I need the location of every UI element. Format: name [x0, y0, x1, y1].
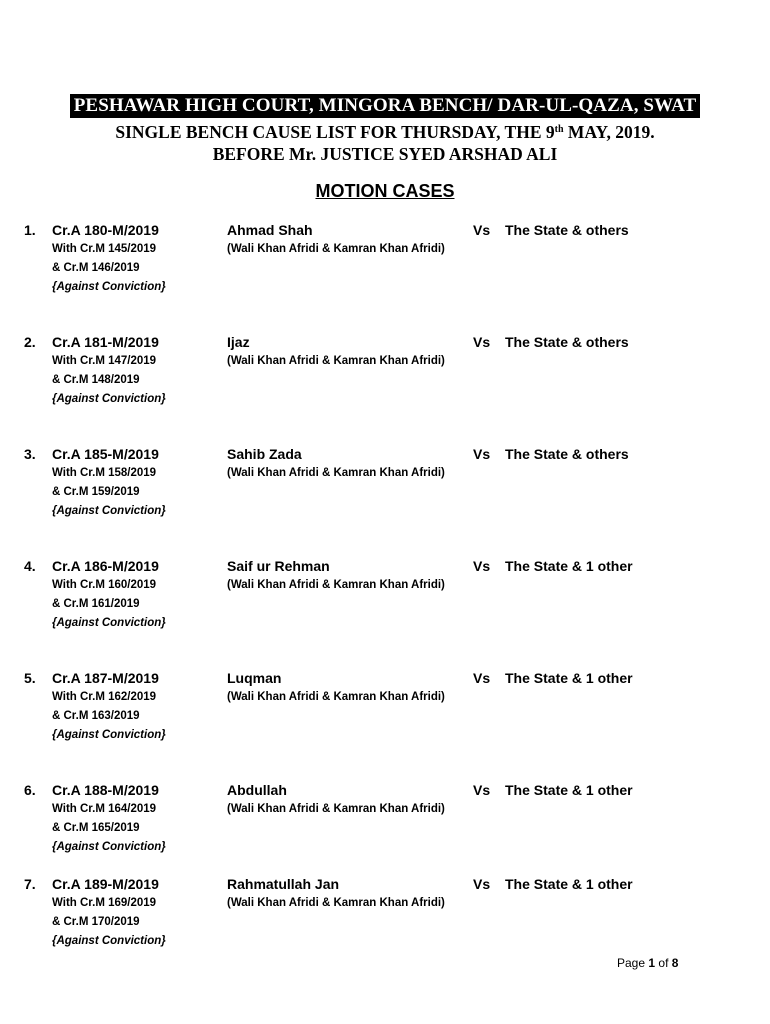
section-title: MOTION CASES	[315, 181, 455, 201]
page-label: Page	[617, 956, 646, 970]
case-no: Cr.A 189-M/2019	[52, 876, 159, 892]
petitioner-name: Ijaz	[227, 334, 250, 350]
case-entry	[0, 333, 770, 423]
respondent-name: The State & others	[505, 222, 629, 238]
connected-case-1: With Cr.M 164/2019	[52, 803, 157, 815]
versus-label: Vs	[473, 782, 491, 798]
respondent-name: The State & others	[505, 446, 629, 462]
petitioner-name: Ahmad Shah	[227, 222, 313, 238]
case-entry	[0, 221, 770, 311]
page-current: 1	[648, 956, 656, 970]
case-number: 2.	[24, 334, 36, 350]
case-entry	[0, 875, 770, 965]
case-number: 3.	[24, 446, 36, 462]
cause-list-prefix: SINGLE BENCH CAUSE LIST FOR THURSDAY, THE 9	[115, 122, 555, 142]
connected-case-2: & Cr.M 165/2019	[52, 822, 140, 834]
versus-label: Vs	[473, 876, 491, 892]
connected-case-1: With Cr.M 145/2019	[52, 243, 157, 255]
petitioner-name: Rahmatullah Jan	[227, 876, 340, 892]
respondent-name: The State & 1 other	[505, 558, 633, 574]
connected-case-2: & Cr.M 146/2019	[52, 262, 140, 274]
case-entry	[0, 445, 770, 535]
connected-case-2: & Cr.M 170/2019	[52, 916, 140, 928]
case-nature: {Against Conviction}	[52, 281, 166, 293]
cause-list-title	[0, 119, 770, 143]
versus-label: Vs	[473, 558, 491, 574]
connected-case-2: & Cr.M 161/2019	[52, 598, 140, 610]
connected-case-2: & Cr.M 148/2019	[52, 374, 140, 386]
versus-label: Vs	[473, 334, 491, 350]
cause-list-sup: th	[554, 124, 564, 135]
petitioner-name: Saif ur Rehman	[227, 558, 330, 574]
case-number: 6.	[24, 782, 36, 798]
connected-case-1: With Cr.M 169/2019	[52, 897, 157, 909]
case-number: 7.	[24, 876, 36, 892]
case-no: Cr.A 185-M/2019	[52, 446, 159, 462]
connected-case-1: With Cr.M 147/2019	[52, 355, 157, 367]
case-nature: {Against Conviction}	[52, 617, 166, 629]
versus-label: Vs	[473, 222, 491, 238]
petitioner-name: Luqman	[227, 670, 282, 686]
case-number: 4.	[24, 558, 36, 574]
case-number: 5.	[24, 670, 36, 686]
advocates: (Wali Khan Afridi & Kamran Khan Afridi)	[227, 803, 445, 815]
connected-case-1: With Cr.M 160/2019	[52, 579, 157, 591]
court-title: PESHAWAR HIGH COURT, MINGORA BENCH/ DAR-UL-QAZA, SWAT	[70, 94, 701, 118]
case-no: Cr.A 188-M/2019	[52, 782, 159, 798]
advocates: (Wali Khan Afridi & Kamran Khan Afridi)	[227, 355, 445, 367]
case-nature: {Against Conviction}	[52, 729, 166, 741]
advocates: (Wali Khan Afridi & Kamran Khan Afridi)	[227, 691, 445, 703]
page-footer	[617, 956, 678, 970]
advocates: (Wali Khan Afridi & Kamran Khan Afridi)	[227, 897, 445, 909]
connected-case-1: With Cr.M 158/2019	[52, 467, 157, 479]
judge-line: BEFORE Mr. JUSTICE SYED ARSHAD ALI	[212, 144, 558, 164]
versus-label: Vs	[473, 446, 491, 462]
petitioner-name: Abdullah	[227, 782, 287, 798]
case-no: Cr.A 180-M/2019	[52, 222, 159, 238]
connected-case-2: & Cr.M 163/2019	[52, 710, 140, 722]
advocates: (Wali Khan Afridi & Kamran Khan Afridi)	[227, 243, 445, 255]
cause-list-suffix: MAY, 2019.	[563, 122, 655, 142]
case-entry	[0, 557, 770, 647]
respondent-name: The State & 1 other	[505, 670, 633, 686]
case-entry	[0, 669, 770, 759]
versus-label: Vs	[473, 670, 491, 686]
case-number: 1.	[24, 222, 36, 238]
respondent-name: The State & 1 other	[505, 782, 633, 798]
respondent-name: The State & 1 other	[505, 876, 633, 892]
case-no: Cr.A 187-M/2019	[52, 670, 159, 686]
document-header	[0, 94, 770, 165]
page-total: 8	[671, 956, 679, 970]
case-nature: {Against Conviction}	[52, 393, 166, 405]
case-nature: {Against Conviction}	[52, 935, 166, 947]
respondent-name: The State & others	[505, 334, 629, 350]
petitioner-name: Sahib Zada	[227, 446, 302, 462]
case-no: Cr.A 181-M/2019	[52, 334, 159, 350]
connected-case-2: & Cr.M 159/2019	[52, 486, 140, 498]
case-nature: {Against Conviction}	[52, 841, 166, 853]
of-label: of	[658, 956, 669, 970]
case-entry	[0, 781, 770, 871]
case-no: Cr.A 186-M/2019	[52, 558, 159, 574]
case-nature: {Against Conviction}	[52, 505, 166, 517]
connected-case-1: With Cr.M 162/2019	[52, 691, 157, 703]
advocates: (Wali Khan Afridi & Kamran Khan Afridi)	[227, 467, 445, 479]
advocates: (Wali Khan Afridi & Kamran Khan Afridi)	[227, 579, 445, 591]
